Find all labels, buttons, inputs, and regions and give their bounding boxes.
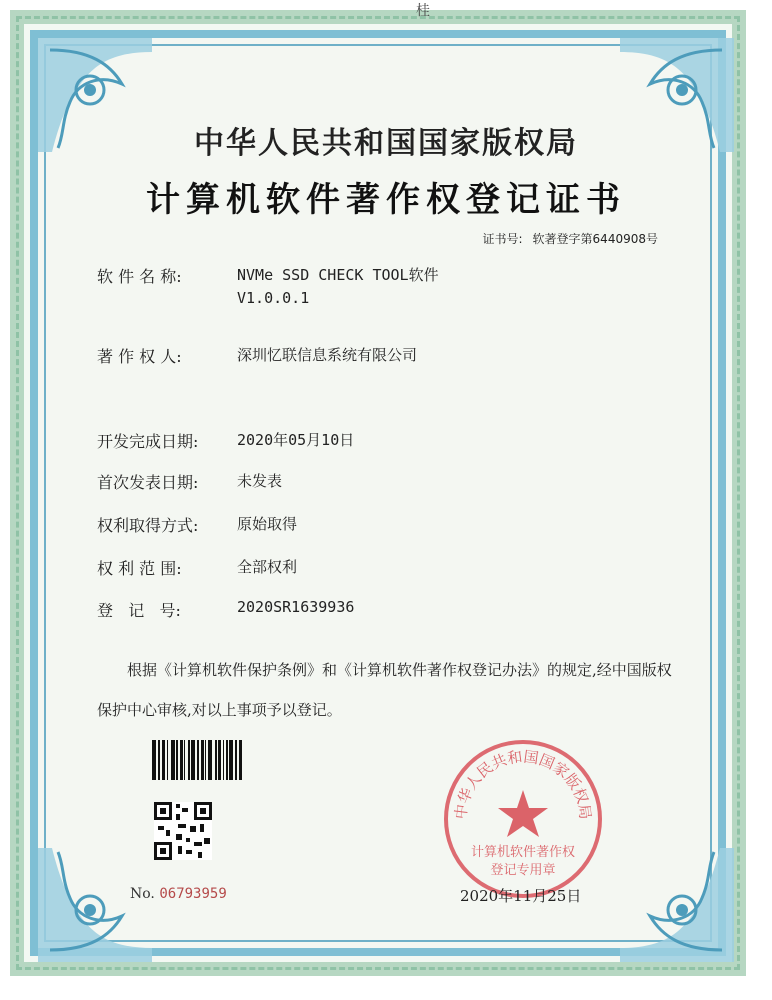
qr-code [154, 802, 212, 860]
issue-date: 2020年11月25日 [460, 887, 582, 905]
field-acquisition-method [97, 513, 297, 536]
field-label: 权利取得方式: [97, 516, 199, 535]
handwritten-mark: 桂 [416, 3, 430, 19]
seal-inner-line2: 登记专用章 [490, 863, 556, 878]
issuer-title: 中华人民共和国国家版权局 [194, 126, 578, 161]
serial-number [130, 886, 227, 902]
field-value: 2020SR1639936 [237, 598, 355, 616]
field-label: 著 作 权 人: [97, 347, 182, 366]
field-rights-scope [97, 556, 297, 579]
certificate-number-value: 软著登字第6440908号 [532, 232, 658, 246]
field-label: 权 利 范 围: [97, 559, 182, 578]
serial-prefix: No. [130, 886, 155, 902]
field-value: 2020年05月10日 [237, 431, 355, 449]
field-value: 全部权利 [237, 558, 298, 576]
field-copyright-owner [97, 344, 417, 367]
field-publication-date [97, 470, 282, 493]
field-value-wrap [237, 264, 439, 307]
field-value: 原始取得 [237, 515, 298, 533]
field-label: 登 记 号: [97, 601, 181, 620]
field-value: 未发表 [237, 472, 283, 490]
certificate-title: 计算机软件著作权登记证书 [146, 180, 626, 220]
field-value: 深圳忆联信息系统有限公司 [237, 346, 418, 364]
field-software-name [97, 264, 439, 307]
field-registration-number [97, 598, 354, 621]
barcode [152, 740, 260, 780]
corner-ornament-bottom-left [30, 840, 160, 970]
certificate-number-label: 证书号: [482, 232, 523, 246]
field-value: NVMe SSD CHECK TOOL软件 [237, 266, 439, 284]
corner-ornament-bottom-right [612, 840, 742, 970]
seal-inner-line1: 计算机软件著作权 [470, 845, 576, 860]
field-value-version: V1.0.0.1 [237, 289, 310, 307]
serial-value: 06793959 [159, 886, 227, 902]
seal-ring-text: 中华人民共和国国家版权局 [451, 747, 595, 821]
field-label: 首次发表日期: [97, 473, 199, 492]
official-seal [442, 738, 604, 900]
registration-statement: 根据《计算机软件保护条例》和《计算机软件著作权登记办法》的规定,经中国版权保护中心审核,对以上事项予以登记。 [97, 661, 672, 719]
certificate-number [483, 230, 659, 247]
field-label: 软 件 名 称: [97, 267, 182, 286]
field-label: 开发完成日期: [97, 432, 199, 451]
field-development-date [97, 429, 354, 452]
